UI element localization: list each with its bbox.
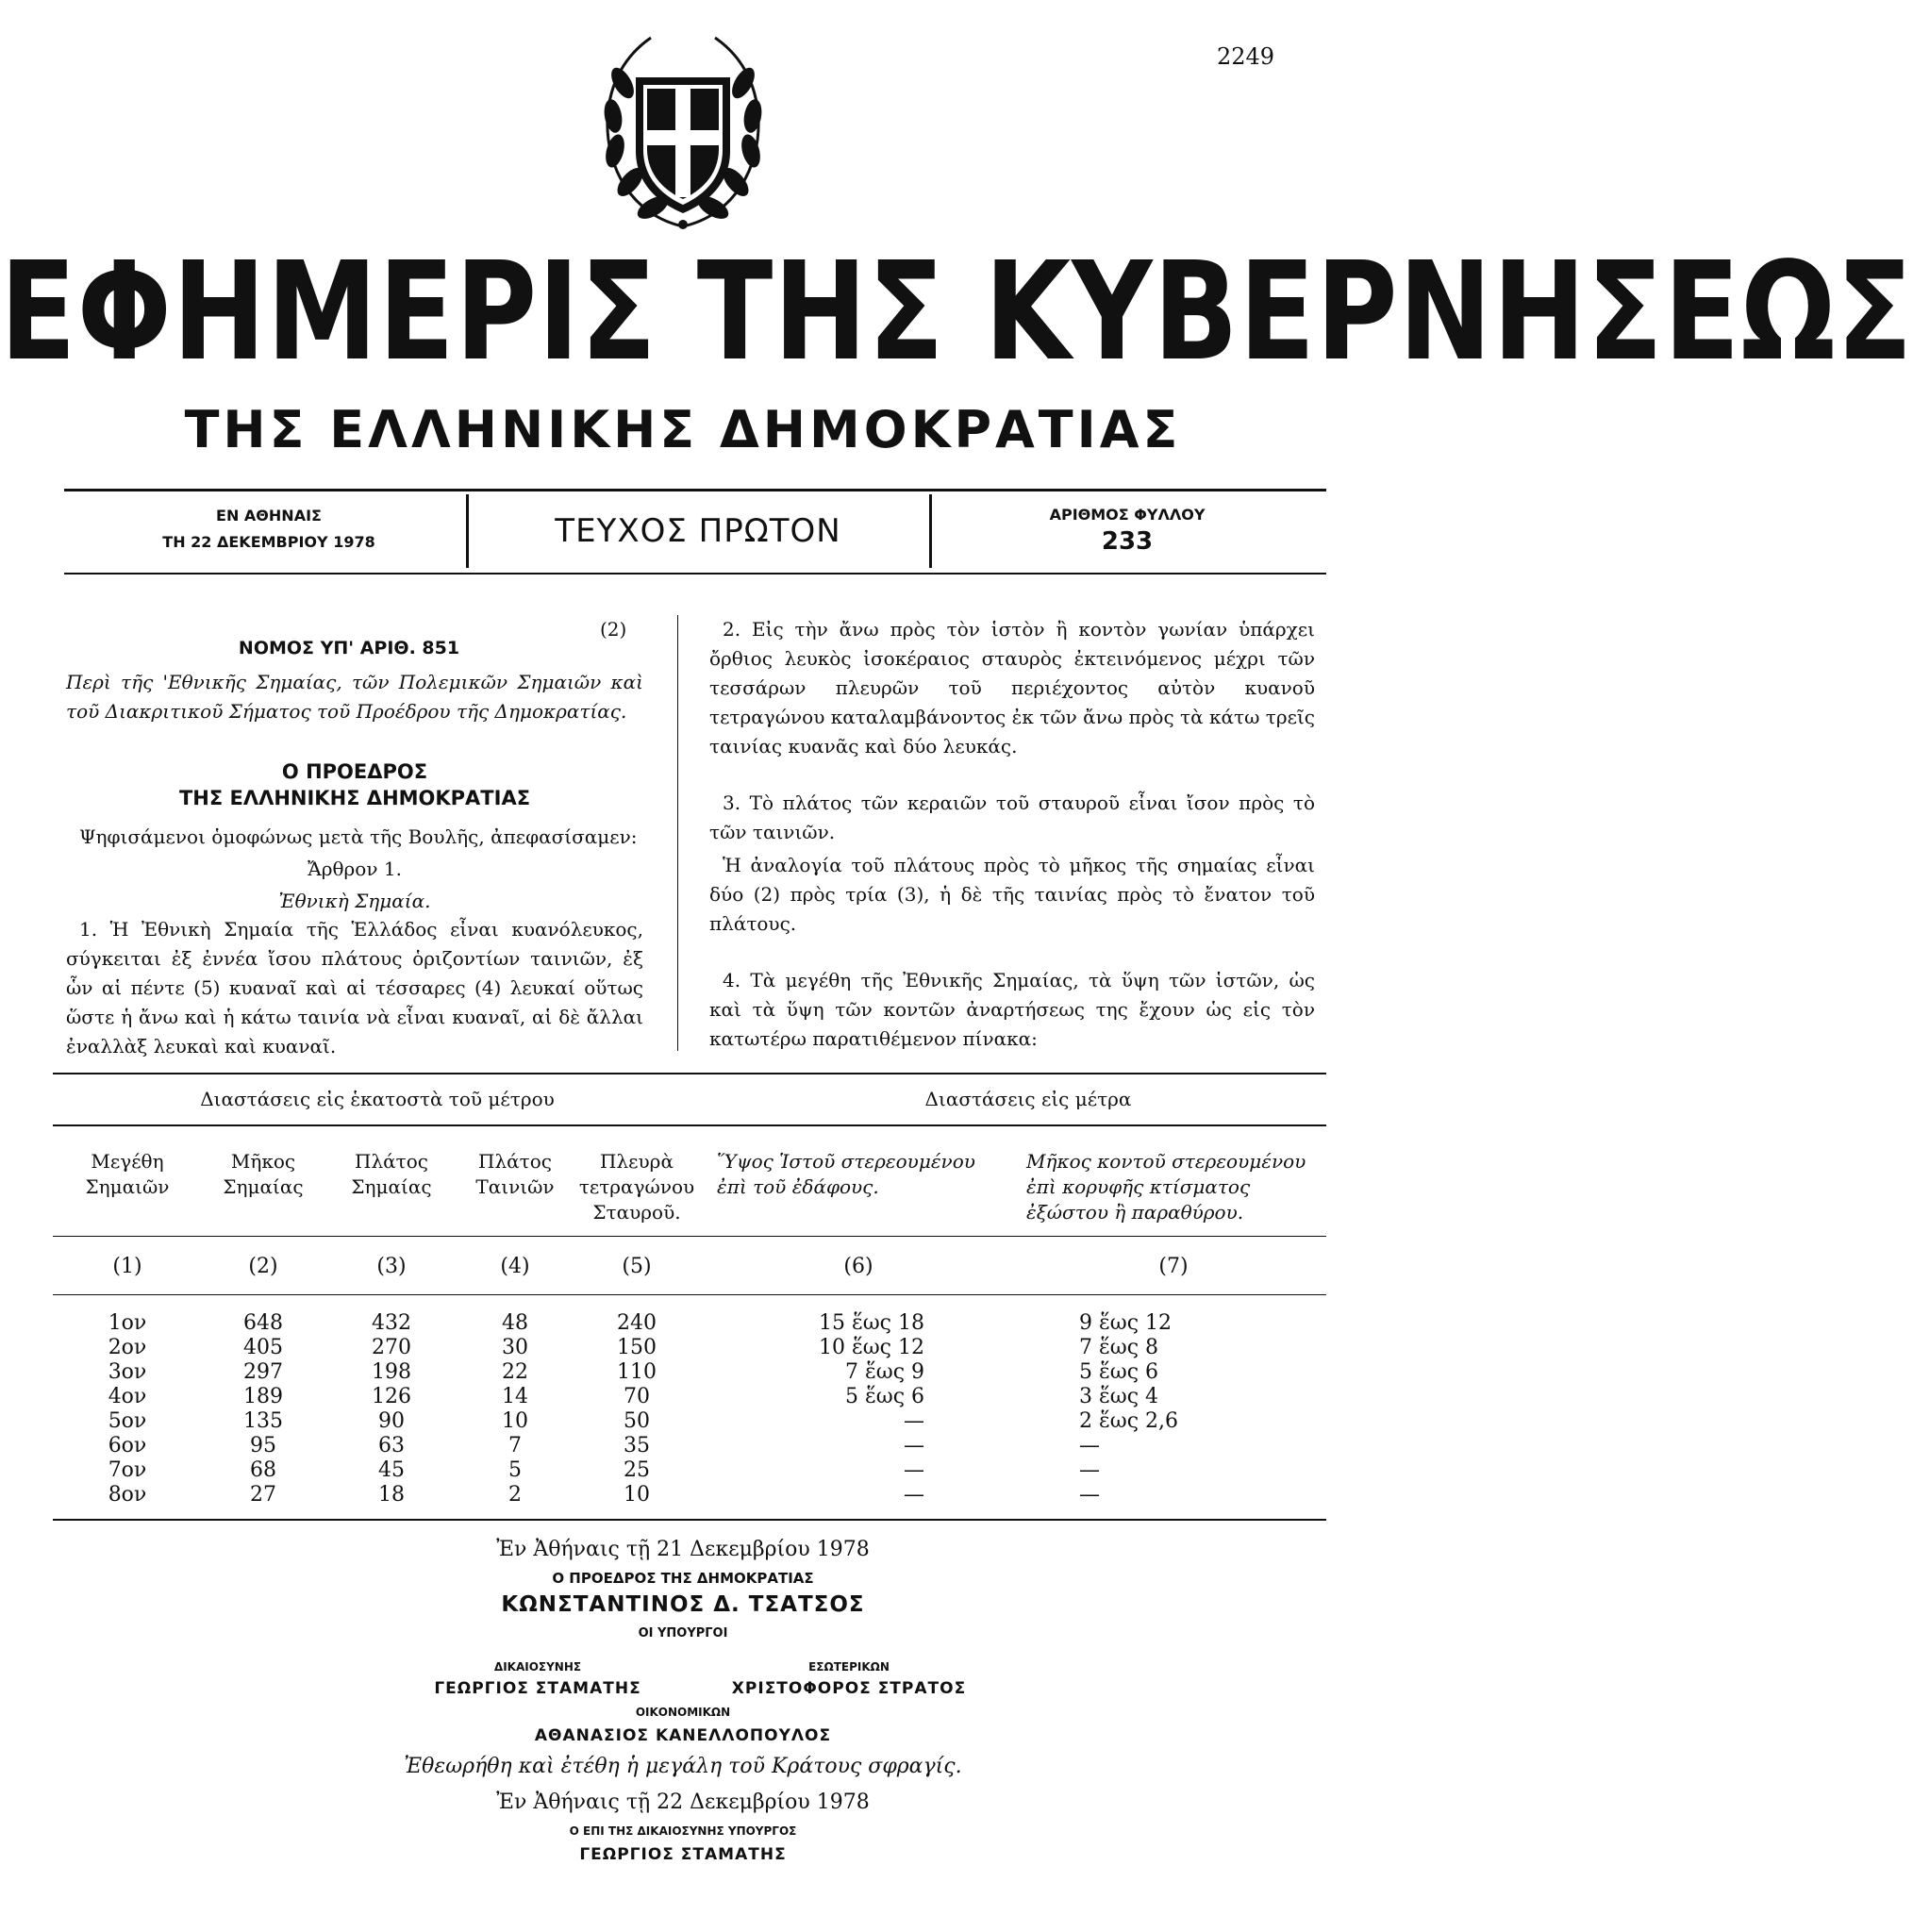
header-bottom-rule <box>64 573 1326 575</box>
col-number-3: (3) <box>376 1255 407 1278</box>
issue-label: ΤΕΥΧΟΣ ΠΡΩΤΟΝ <box>555 512 841 550</box>
sheet-number: 233 <box>1101 527 1154 556</box>
law-subject: Περὶ τῆς 'Εθνικῆς Σημαίας, τῶν Πολεμικῶν Σημαιῶν καὶ τοῦ Διακριτικοῦ Σήματος τοῦ Προέδρου τῆς Δημοκρατίας. <box>66 671 643 723</box>
justice-minister-name: ΓΕΩΡΓΙΟΣ ΣΤΑΜΑΤΗΣ <box>434 1679 641 1698</box>
table-cell-r6-c4: 7 <box>508 1434 522 1457</box>
table-cell-r5-c2: 135 <box>243 1409 283 1433</box>
column-separator <box>677 615 678 1051</box>
table-cell-r2-c3: 270 <box>372 1336 411 1359</box>
table-header-7: Μῆκος κοντοῦ στερεουμένου ἐπὶ κορυφῆς κτίσματος ἐξώστου ἢ παραθύρου. <box>1026 1150 1306 1224</box>
header-date: ΤΗ 22 ΔΕΚΕΜΒΡΙΟΥ 1978 <box>162 533 375 551</box>
table-cell-r3-c3: 198 <box>372 1360 411 1384</box>
header-place-text: ΕΝ ΑΘΗΝΑΙΣ <box>216 507 322 525</box>
col-number-7: (7) <box>1158 1255 1189 1278</box>
sheet-number-block <box>934 503 1321 556</box>
table-cell-r4-c2: 189 <box>243 1385 283 1408</box>
president-line-1: Ο ΠΡΟΕΔΡΟΣ <box>281 760 428 783</box>
table-group-right: Διαστάσεις εἰς μέτρα <box>924 1088 1132 1110</box>
paragraph-2: 2. Εἰς τὴν ἄνω πρὸς τὸν ἱστὸν ἢ κοντὸν γωνίαν ὑπάρχει ὄρθιος λευκὸς ἰσοκέραιος σταυρὸς ἐκτεινόμενος μέχρι τῶν τεσσάρων πλευρῶν τοῦ περιέχοντος αὐτὸν κυανοῦ τετραγώνου καταλαμβάνοντος ἐκ τῶν ἄνω πρὸς τὰ κάτω τρεῖς ταινίας κυανᾶς καὶ δύο λευκάς. <box>709 618 1315 758</box>
signature-date-2: Ἐν Ἀθήναις τῇ 22 Δεκεμβρίου 1978 <box>496 1790 870 1814</box>
table-cell-r7-c6: — <box>904 1458 924 1482</box>
president-office-title: Ο ΠΡΟΕΔΡΟΣ ΤΗΣ ΔΗΜΟΚΡΑΤΙΑΣ <box>552 1570 814 1587</box>
table-cell-r6-c5: 35 <box>624 1434 650 1457</box>
interior-minister-name: ΧΡΙΣΤΟΦΟΡΟΣ ΣΤΡΑΤΟΣ <box>731 1679 967 1698</box>
table-cell-r8-c3: 18 <box>378 1483 405 1507</box>
col-number-4: (4) <box>500 1255 530 1278</box>
table-bottom-rule <box>53 1519 1326 1521</box>
table-cell-r4-c3: 126 <box>372 1385 411 1408</box>
finance-label: ΟΙΚΟΝΟΜΙΚΩΝ <box>635 1706 731 1719</box>
article-title: Ἐθνικὴ Σημαία. <box>278 890 431 912</box>
col-number-1: (1) <box>112 1255 142 1278</box>
table-cell-r8-c7: — <box>1079 1483 1100 1507</box>
table-cell-r2-c5: 150 <box>617 1336 657 1359</box>
table-cell-r3-c5: 110 <box>617 1360 657 1384</box>
table-cell-r1-c4: 48 <box>502 1311 528 1335</box>
table-number-rule <box>53 1294 1326 1295</box>
table-cell-r8-c6: — <box>904 1483 924 1507</box>
table-cell-r2-c6: 10 ἕως 12 <box>818 1336 924 1359</box>
paragraph-3: 3. Τὸ πλάτος τῶν κεραιῶν τοῦ σταυροῦ εἶναι ἴσον πρὸς τὸ τῶν ταινιῶν. <box>709 791 1315 843</box>
table-cell-r4-c7: 3 ἕως 4 <box>1079 1385 1159 1408</box>
table-cell-r1-c5: 240 <box>617 1311 657 1335</box>
enactment-formula: Ψηφισάμενοι ὁμοφώνως μετὰ τῆς Βουλῆς, ἀπεφασίσαμεν: <box>79 825 638 848</box>
table-cell-r8-c4: 2 <box>508 1483 522 1507</box>
table-cell-r6-c7: — <box>1079 1434 1100 1457</box>
table-cell-r5-c3: 90 <box>378 1409 405 1433</box>
table-cell-r3-c2: 297 <box>243 1360 283 1384</box>
masthead-subtitle: ΤΗΣ ΕΛΛΗΝΙΚΗΣ ΔΗΜΟΚΡΑΤΙΑΣ <box>184 400 1182 459</box>
table-cell-r5-c1: 5ον <box>108 1409 147 1433</box>
coat-of-arms-emblem <box>594 26 772 239</box>
table-cell-r8-c2: 27 <box>250 1483 276 1507</box>
justice-label: ΔΙΚΑΙΟΣΥΝΗΣ <box>493 1660 582 1674</box>
table-cell-r8-c1: 8ον <box>108 1483 147 1507</box>
table-cell-r7-c7: — <box>1079 1458 1100 1482</box>
finance-minister-name: ΑΘΑΝΑΣΙΟΣ ΚΑΝΕΛΛΟΠΟΥΛΟΣ <box>534 1726 832 1745</box>
table-cell-r4-c4: 14 <box>502 1385 528 1408</box>
table-cell-r6-c2: 95 <box>250 1434 276 1457</box>
signature-date-1: Ἐν Ἀθήναις τῇ 21 Δεκεμβρίου 1978 <box>496 1538 870 1561</box>
table-cell-r1-c3: 432 <box>372 1311 411 1335</box>
interior-label: ΕΣΩΤΕΡΙΚΩΝ <box>808 1660 890 1674</box>
table-cell-r1-c6: 15 ἕως 18 <box>818 1311 924 1335</box>
table-cell-r7-c2: 68 <box>250 1458 276 1482</box>
law-marker: (2) <box>600 618 627 641</box>
table-group-left: Διαστάσεις εἰς ἑκατοστὰ τοῦ μέτρου <box>200 1088 555 1110</box>
table-cell-r3-c1: 3ον <box>108 1360 147 1384</box>
table-cell-r2-c2: 405 <box>243 1336 283 1359</box>
table-cell-r4-c1: 4ον <box>108 1385 147 1408</box>
table-top-rule <box>53 1073 1326 1074</box>
table-cell-r6-c6: — <box>904 1434 924 1457</box>
table-cell-r5-c5: 50 <box>624 1409 650 1433</box>
table-group-rule <box>53 1124 1326 1126</box>
table-header-4: Πλάτος Ταινιῶν <box>475 1150 555 1198</box>
table-cell-r2-c1: 2ον <box>108 1336 147 1359</box>
masthead-title: ΕΦΗΜΕΡΙΣ ΤΗΣ ΚΥΒΕΡΝΗΣΕΩΣ <box>0 231 1913 391</box>
table-cell-r2-c7: 7 ἕως 8 <box>1079 1336 1159 1359</box>
ministers-label: ΟΙ ΥΠΟΥΡΓΟΙ <box>638 1626 728 1641</box>
table-cell-r4-c6: 5 ἕως 6 <box>844 1385 924 1408</box>
col-number-2: (2) <box>248 1255 278 1278</box>
header-place <box>85 503 453 556</box>
table-cell-r7-c5: 25 <box>624 1458 650 1482</box>
table-cell-r5-c7: 2 ἕως 2,6 <box>1079 1409 1179 1433</box>
president-heading <box>66 758 643 811</box>
keeper-title: Ο ΕΠΙ ΤΗΣ ΔΙΚΑΙΟΣΥΝΗΣ ΥΠΟΥΡΓΟΣ <box>569 1824 797 1838</box>
table-cell-r7-c4: 5 <box>508 1458 522 1482</box>
table-cell-r5-c6: — <box>904 1409 924 1433</box>
col-number-5: (5) <box>622 1255 652 1278</box>
keeper-name: ΓΕΩΡΓΙΟΣ ΣΤΑΜΑΤΗΣ <box>579 1845 787 1864</box>
seal-note: Ἐθεωρήθη καὶ ἐτέθη ἡ μεγάλη τοῦ Κράτους σφραγίς. <box>404 1755 962 1778</box>
table-cell-r1-c1: 1ον <box>108 1311 147 1335</box>
table-header-3: Πλάτος Σημαίας <box>351 1150 432 1198</box>
table-cell-r2-c4: 30 <box>502 1336 528 1359</box>
table-cell-r3-c4: 22 <box>502 1360 528 1384</box>
president-name: ΚΩΝΣΤΑΝΤΙΝΟΣ Δ. ΤΣΑΤΣΟΣ <box>501 1592 865 1617</box>
table-header-5: Πλευρὰ τετραγώνου Σταυροῦ. <box>578 1150 695 1224</box>
law-title: ΝΟΜΟΣ ΥΠ' ΑΡΙΘ. 851 <box>238 638 460 658</box>
table-cell-r4-c5: 70 <box>624 1385 650 1408</box>
paragraph-1: 1. Ἡ Ἐθνικὴ Σημαία τῆς Ἑλλάδος εἶναι κυανόλευκος, σύγκειται ἐξ ἐννέα ἴσου πλάτους ὁριζοντίων ταινιῶν, ἐξ ὧν αἱ πέντε (5) κυαναῖ καὶ αἱ τέσσαρες (4) λευκαί οὕτως ὥστε ἡ ἄνω καὶ ἡ κάτω ταινία νὰ εἶναι κυαναῖ, αἱ δὲ ἄλλαι ἐναλλὰξ λευκαὶ καὶ κυαναῖ. <box>66 918 643 1058</box>
table-cell-r3-c6: 7 ἕως 9 <box>844 1360 924 1384</box>
sheet-label: ΑΡΙΘΜΟΣ ΦΥΛΛΟΥ <box>1049 506 1206 524</box>
table-header-6: Ὕψος Ἱστοῦ στερεουμένου ἐπὶ τοῦ ἐδάφους. <box>717 1150 975 1198</box>
col-number-6: (6) <box>843 1255 873 1278</box>
table-header-rule <box>53 1236 1326 1237</box>
president-line-2: ΤΗΣ ΕΛΛΗΝΙΚΗΣ ΔΗΜΟΚΡΑΤΙΑΣ <box>178 787 531 809</box>
table-cell-r7-c1: 7ον <box>108 1458 147 1482</box>
header-divider-left <box>466 494 469 568</box>
article-number: Ἄρθρον 1. <box>308 858 402 880</box>
table-cell-r7-c3: 45 <box>378 1458 405 1482</box>
page-number: 2249 <box>1217 43 1275 70</box>
header-divider-right <box>929 494 932 568</box>
table-cell-r6-c3: 63 <box>378 1434 405 1457</box>
table-cell-r3-c7: 5 ἕως 6 <box>1079 1360 1159 1384</box>
header-top-rule <box>64 489 1326 491</box>
table-header-1: Μεγέθη Σημαιῶν <box>85 1150 170 1198</box>
table-cell-r8-c5: 10 <box>624 1483 650 1507</box>
table-header-2: Μῆκος Σημαίας <box>223 1150 304 1198</box>
table-cell-r5-c4: 10 <box>502 1409 528 1433</box>
paragraph-3b: Ἡ ἀναλογία τοῦ πλάτους πρὸς τὸ μῆκος τῆς σημαίας εἶναι δύο (2) πρὸς τρία (3), ἡ δὲ τῆς ταινίας πρὸς τὸ ἔνατον τοῦ πλάτους. <box>709 854 1315 935</box>
paragraph-4: 4. Τὰ μεγέθη τῆς Ἐθνικῆς Σημαίας, τὰ ὕψη τῶν ἱστῶν, ὡς καὶ τὰ ὕψη τῶν κοντῶν ἀναρτήσεως της ἔχουν ὡς εἰς τὸν κατωτέρω παρατιθέμενον πίνακα: <box>709 969 1315 1050</box>
table-cell-r1-c7: 9 ἕως 12 <box>1079 1311 1173 1335</box>
table-cell-r6-c1: 6ον <box>108 1434 147 1457</box>
table-cell-r1-c2: 648 <box>243 1311 283 1335</box>
